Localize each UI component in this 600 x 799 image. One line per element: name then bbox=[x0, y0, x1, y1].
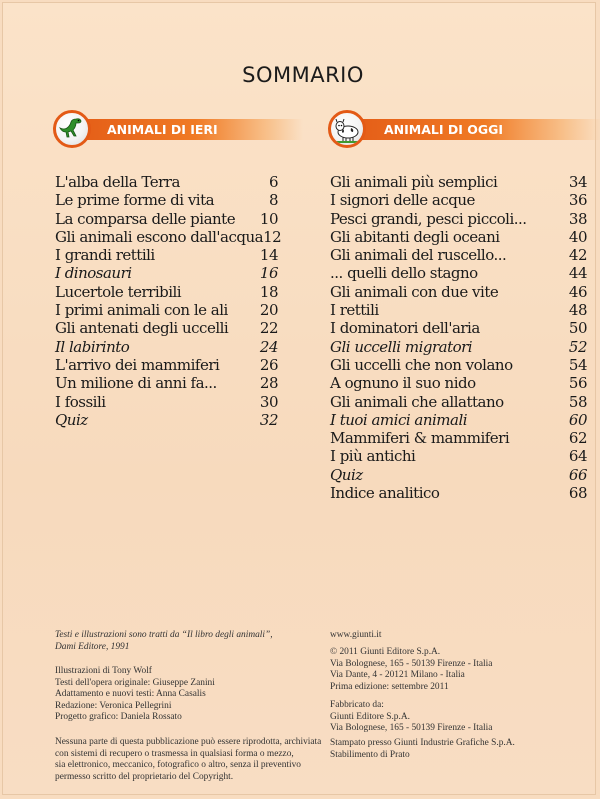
toc-entry: Gli animali che allattano 58 bbox=[330, 392, 587, 411]
book-page bbox=[2, 2, 596, 795]
toc-entry: Gli uccelli migratori 52 bbox=[330, 337, 587, 356]
toc-entry: Gli uccelli che non volano 54 bbox=[330, 355, 587, 374]
toc-entry: La comparsa delle piante 10 bbox=[55, 209, 278, 228]
toc-entry: L'arrivo dei mammiferi 26 bbox=[55, 355, 278, 374]
publisher-info: © 2011 Giunti Editore S.p.A. Via Bolognese, 165 - 50139 Firenze - Italia Via Dante, 4 - 20121 Milano - Italia Prima edizione: settembre 2011 bbox=[330, 647, 493, 692]
toc-entry: Lucertole terribili 18 bbox=[55, 282, 278, 301]
section-header-present bbox=[338, 119, 600, 140]
toc-entry: Gli animali più semplici 34 bbox=[330, 173, 587, 191]
toc-entry: I dinosauri 16 bbox=[55, 264, 278, 283]
toc-entry: ... quelli dello stagno 44 bbox=[330, 264, 587, 283]
manufacturer-info: Fabbricato da: Giunti Editore S.p.A. Via Bolognese, 165 - 50139 Firenze - Italia bbox=[330, 700, 493, 733]
toc-entry: I primi animali con le ali 20 bbox=[55, 301, 278, 320]
toc-entry: I dominatori dell'aria 50 bbox=[330, 319, 587, 338]
toc-entry: Quiz 66 bbox=[330, 465, 587, 484]
toc-entry: L'alba della Terra 6 bbox=[55, 173, 278, 191]
section-label-past: ANIMALI DI IERI bbox=[107, 122, 218, 137]
toc-entry: Gli abitanti degli oceani 40 bbox=[330, 227, 587, 246]
website: www.giunti.it bbox=[330, 630, 382, 640]
toc-entry: I rettili 48 bbox=[330, 301, 587, 320]
toc-entry: Indice analitico 68 bbox=[330, 484, 587, 503]
toc-entry: I tuoi amici animali 60 bbox=[330, 410, 587, 429]
toc-entry: I signori delle acque 36 bbox=[330, 191, 587, 210]
toc-entry: I fossili 30 bbox=[55, 392, 278, 411]
contributors: Illustrazioni di Tony Wolf Testi dell'opera originale: Giuseppe Zanini Adattamento e nuovi testi: Anna Casalis Redazione: Veronica Pellegrini Progetto grafico: Daniela Rossato bbox=[55, 666, 215, 722]
toc-entry: Un milione di anni fa... 28 bbox=[55, 374, 278, 393]
copyright-notice: Nessuna parte di questa pubblicazione può essere riprodotta, archiviata con sistemi di recupero o trasmessa in qualsiasi forma o mezzo, sia elettronico, meccanico, fotografico o altro, senza il preventivo permesso scritto del proprietario del Copyright. bbox=[55, 737, 322, 782]
printer-info: Stampato presso Giunti Industrie Grafiche S.p.A. Stabilimento di Prato bbox=[330, 738, 515, 760]
toc-entry: Mammiferi & mammiferi 62 bbox=[330, 429, 587, 448]
toc-list-present bbox=[330, 173, 587, 502]
toc-entry: A ognuno il suo nido 56 bbox=[330, 374, 587, 393]
toc-entry: Quiz 32 bbox=[55, 410, 278, 429]
section-label-present: ANIMALI DI OGGI bbox=[384, 122, 504, 137]
dinosaur-icon bbox=[53, 110, 91, 148]
toc-entry: I grandi rettili 14 bbox=[55, 246, 278, 265]
toc-entry: Gli animali con due vite 46 bbox=[330, 282, 587, 301]
toc-entry: Gli antenati degli uccelli 22 bbox=[55, 319, 278, 338]
toc-entry: Il labirinto 24 bbox=[55, 337, 278, 356]
toc-entry: I più antichi 64 bbox=[330, 447, 587, 466]
toc-entry: Gli animali escono dall'acqua 12 bbox=[55, 227, 282, 246]
toc-entry: Le prime forme di vita 8 bbox=[55, 191, 278, 210]
toc-list-past bbox=[55, 173, 282, 429]
cow-icon bbox=[328, 110, 366, 148]
source-note: Testi e illustrazioni sono tratti da “Il libro degli animali”, Dami Editore, 1991 bbox=[55, 630, 273, 652]
section-header-past bbox=[63, 119, 303, 140]
toc-entry: Gli animali del ruscello... 42 bbox=[330, 246, 587, 265]
page-title: SOMMARIO bbox=[242, 63, 364, 87]
toc-entry: Pesci grandi, pesci piccoli... 38 bbox=[330, 209, 587, 228]
